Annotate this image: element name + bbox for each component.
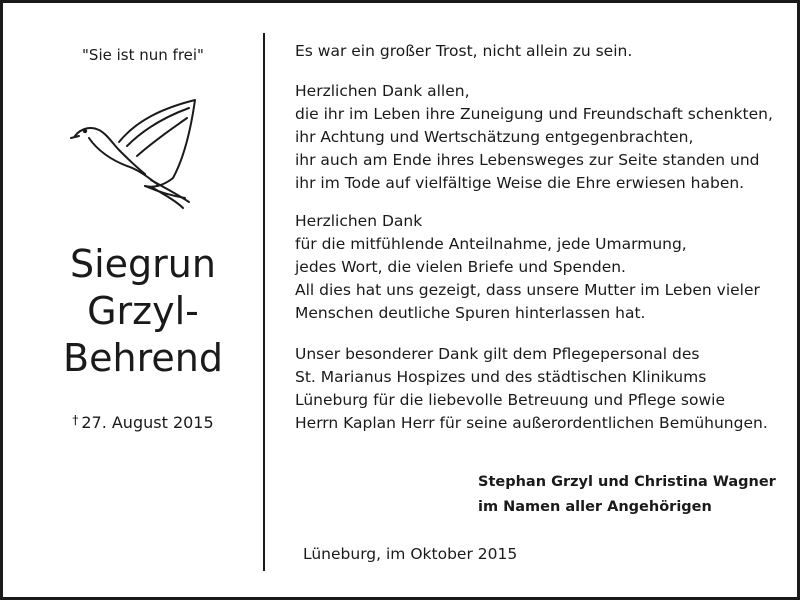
text-line: All dies hat uns gezeigt, dass unsere Mutter im Leben vieler xyxy=(295,281,760,299)
text-line: Es war ein großer Trost, nicht allein zu sein. xyxy=(295,42,633,60)
name-line: Siegrun xyxy=(70,242,216,286)
signature-line: im Namen aller Angehörigen xyxy=(478,499,712,515)
name-line: Grzyl- xyxy=(87,289,199,333)
text-line: ihr auch am Ende ihres Lebensweges zur Seite standen und xyxy=(295,151,760,169)
signature xyxy=(478,470,776,520)
text-line: Lüneburg für die liebevolle Betreuung und Pflege sowie xyxy=(295,391,726,409)
dove-icon xyxy=(67,98,197,210)
thanks-paragraph-2 xyxy=(295,210,785,325)
death-date: 27. August 2015 xyxy=(81,413,214,432)
thanks-paragraph-3 xyxy=(295,343,785,435)
text-line: ihr Achtung und Wertschätzung entgegenbrachten, xyxy=(295,128,694,146)
intro-text xyxy=(295,40,785,63)
text-line: Herzlichen Dank xyxy=(295,212,423,230)
text-line: Unser besonderer Dank gilt dem Pflegepersonal des xyxy=(295,345,700,363)
text-line: jedes Wort, die vielen Briefe und Spenden. xyxy=(295,258,626,276)
text-line: Menschen deutliche Spuren hinterlassen hat. xyxy=(295,304,646,322)
text-line: die ihr im Leben ihre Zuneigung und Freundschaft schenkten, xyxy=(295,105,773,123)
left-column xyxy=(3,3,265,597)
thanks-paragraph-1 xyxy=(295,80,785,195)
death-date-line xyxy=(3,413,283,432)
text-line: ihr im Tode auf vielfältige Weise die Ehre erwiesen haben. xyxy=(295,174,745,192)
place-date: Lüneburg, im Oktober 2015 xyxy=(303,545,518,563)
text-line: Herzlichen Dank allen, xyxy=(295,82,470,100)
cross-icon: † xyxy=(72,413,79,427)
deceased-name xyxy=(3,241,283,382)
signature-line: Stephan Grzyl und Christina Wagner xyxy=(478,474,776,490)
column-divider xyxy=(263,33,265,571)
motto: "Sie ist nun frei" xyxy=(82,46,204,64)
text-line: Herrn Kaplan Herr für seine außerordentlichen Bemühungen. xyxy=(295,414,768,432)
name-line: Behrend xyxy=(63,336,223,380)
text-line: für die mitfühlende Anteilnahme, jede Umarmung, xyxy=(295,235,687,253)
text-line: St. Marianus Hospizes und des städtischen Klinikums xyxy=(295,368,707,386)
